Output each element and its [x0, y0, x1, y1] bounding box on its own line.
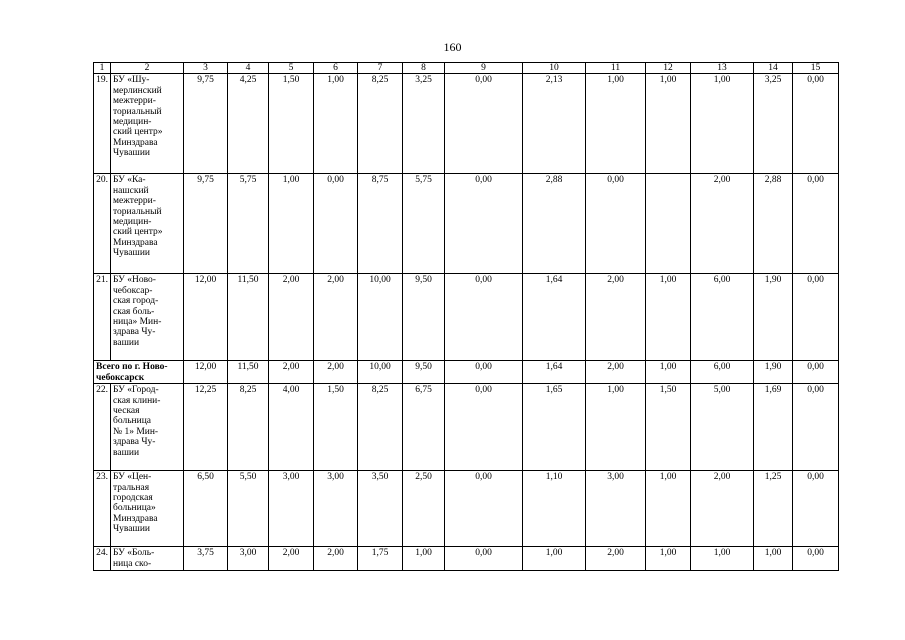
- institution-name-line: межтерри-: [113, 196, 156, 207]
- value-cell: 11,50: [228, 274, 269, 361]
- data-table: [93, 62, 839, 571]
- value-cell: 0,00: [314, 174, 358, 274]
- institution-name: [111, 74, 184, 174]
- institution-name: [111, 274, 184, 361]
- value-cell: 3,25: [754, 74, 793, 174]
- value-cell: 10,00: [358, 274, 403, 361]
- institution-name-line: ская боль-: [113, 306, 155, 317]
- column-header: 5: [269, 63, 314, 74]
- value-cell: 5,50: [228, 471, 269, 547]
- institution-name-line: БУ «Город-: [113, 385, 159, 396]
- institution-name-line: ториальный: [113, 206, 162, 217]
- column-header: 15: [793, 63, 839, 74]
- value-cell: 1,00: [269, 174, 314, 274]
- institution-name: [111, 384, 184, 471]
- table-total-row: [94, 361, 839, 384]
- institution-name-line: Чувашии: [113, 524, 150, 535]
- row-number: 19.: [94, 74, 111, 174]
- institution-name-line: ториальный: [113, 106, 162, 117]
- value-cell: 2,00: [691, 471, 754, 547]
- column-header: 8: [403, 63, 445, 74]
- value-cell: 3,00: [228, 547, 269, 571]
- value-cell: 0,00: [793, 74, 839, 174]
- value-cell: 9,75: [184, 174, 228, 274]
- institution-name-line: ский центр»: [113, 227, 163, 238]
- institution-name-line: ский центр»: [113, 127, 163, 138]
- value-cell: 0,00: [445, 471, 523, 547]
- value-cell: 0,00: [793, 547, 839, 571]
- institution-name-line: тральная: [113, 482, 150, 493]
- institution-name-line: № 1» Мин-: [113, 426, 159, 437]
- institution-name-line: городская: [113, 493, 153, 504]
- page-number: 160: [443, 40, 462, 54]
- table-row: [94, 74, 839, 174]
- value-cell: 1,00: [314, 74, 358, 174]
- institution-name: [111, 471, 184, 547]
- table-body: [94, 63, 839, 571]
- value-cell: 1,25: [754, 471, 793, 547]
- value-cell: 1,90: [754, 361, 793, 384]
- institution-name-line: больница: [113, 416, 151, 427]
- institution-name-line: БУ «Ново-: [113, 275, 156, 286]
- value-cell: 3,00: [269, 471, 314, 547]
- value-cell: 3,00: [586, 471, 646, 547]
- institution-name-line: Чувашии: [113, 148, 150, 159]
- value-cell: 1,69: [754, 384, 793, 471]
- table-row: [94, 384, 839, 471]
- value-cell: 10,00: [358, 361, 403, 384]
- institution-name-line: БУ «Ка-: [113, 175, 146, 186]
- value-cell: 12,00: [184, 274, 228, 361]
- column-header: 1: [94, 63, 111, 74]
- value-cell: 1,65: [523, 384, 586, 471]
- row-number: 21.: [94, 274, 111, 361]
- table-row: [94, 174, 839, 274]
- value-cell: 1,00: [646, 74, 691, 174]
- column-header: 3: [184, 63, 228, 74]
- value-cell: 2,00: [314, 274, 358, 361]
- institution-name-line: чебоксар-: [113, 285, 153, 296]
- value-cell: 1,50: [314, 384, 358, 471]
- value-cell: 1,00: [523, 547, 586, 571]
- value-cell: 5,75: [403, 174, 445, 274]
- institution-name-line: вашии: [113, 337, 140, 348]
- value-cell: 2,00: [586, 274, 646, 361]
- institution-name: [111, 547, 184, 571]
- value-cell: 2,00: [269, 274, 314, 361]
- value-cell: 2,00: [691, 174, 754, 274]
- value-cell: 3,00: [314, 471, 358, 547]
- column-header: 13: [691, 63, 754, 74]
- column-header: 4: [228, 63, 269, 74]
- value-cell: 0,00: [586, 174, 646, 274]
- value-cell: 1,64: [523, 274, 586, 361]
- value-cell: 8,75: [358, 174, 403, 274]
- value-cell: 1,00: [586, 384, 646, 471]
- value-cell: 0,00: [793, 384, 839, 471]
- institution-name-line: ческая: [113, 406, 140, 417]
- value-cell: 1,00: [646, 274, 691, 361]
- value-cell: 1,50: [646, 384, 691, 471]
- table-header-row: [94, 63, 839, 74]
- institution-name-line: вашии: [113, 447, 140, 458]
- institution-name-line: мерлинский: [113, 85, 162, 96]
- value-cell: 1,00: [646, 547, 691, 571]
- value-cell: 2,00: [269, 547, 314, 571]
- value-cell: 8,25: [358, 74, 403, 174]
- institution-name-line: здрава Чу-: [113, 437, 156, 448]
- value-cell: 2,88: [754, 174, 793, 274]
- value-cell: 3,50: [358, 471, 403, 547]
- row-number: 23.: [94, 471, 111, 547]
- value-cell: 1,00: [646, 471, 691, 547]
- value-cell: 2,88: [523, 174, 586, 274]
- value-cell: 0,00: [793, 471, 839, 547]
- value-cell: [646, 174, 691, 274]
- row-number: 22.: [94, 384, 111, 471]
- institution-name-line: ская клини-: [113, 395, 161, 406]
- value-cell: 2,00: [269, 361, 314, 384]
- value-cell: 1,00: [754, 547, 793, 571]
- column-header: 14: [754, 63, 793, 74]
- table-row: [94, 471, 839, 547]
- column-header: 7: [358, 63, 403, 74]
- value-cell: 2,00: [314, 547, 358, 571]
- column-header: 6: [314, 63, 358, 74]
- value-cell: 9,50: [403, 361, 445, 384]
- value-cell: 0,00: [445, 174, 523, 274]
- value-cell: 1,10: [523, 471, 586, 547]
- institution-name-line: ская город-: [113, 296, 159, 307]
- value-cell: 11,50: [228, 361, 269, 384]
- institution-name-line: ница ско-: [113, 558, 152, 569]
- value-cell: 1,64: [523, 361, 586, 384]
- value-cell: 1,50: [269, 74, 314, 174]
- institution-name-line: Чувашии: [113, 248, 150, 259]
- value-cell: 1,00: [691, 74, 754, 174]
- institution-name-line: Минздрава: [113, 237, 158, 248]
- value-cell: 3,75: [184, 547, 228, 571]
- row-number: 24.: [94, 547, 111, 571]
- column-header: 11: [586, 63, 646, 74]
- value-cell: 0,00: [793, 274, 839, 361]
- value-cell: 4,25: [228, 74, 269, 174]
- institution-name-line: нашский: [113, 185, 149, 196]
- value-cell: 1,00: [403, 547, 445, 571]
- value-cell: 0,00: [445, 361, 523, 384]
- institution-name-line: межтерри-: [113, 96, 156, 107]
- institution-name-line: Минздрава: [113, 137, 158, 148]
- value-cell: 1,00: [646, 361, 691, 384]
- value-cell: 9,50: [403, 274, 445, 361]
- value-cell: 1,00: [691, 547, 754, 571]
- column-header: 9: [445, 63, 523, 74]
- value-cell: 2,00: [586, 547, 646, 571]
- institution-name-line: Минздрава: [113, 513, 158, 524]
- column-header: 10: [523, 63, 586, 74]
- institution-name-line: больница»: [113, 503, 156, 514]
- value-cell: 8,25: [228, 384, 269, 471]
- value-cell: 1,75: [358, 547, 403, 571]
- total-label-line: чебоксарск: [96, 372, 145, 383]
- value-cell: 6,00: [691, 274, 754, 361]
- value-cell: 0,00: [793, 361, 839, 384]
- total-label: [94, 361, 184, 384]
- value-cell: 1,00: [586, 74, 646, 174]
- value-cell: 0,00: [445, 274, 523, 361]
- value-cell: 8,25: [358, 384, 403, 471]
- institution-name-line: медицин-: [113, 217, 152, 228]
- value-cell: 0,00: [445, 384, 523, 471]
- institution-name-line: БУ «Боль-: [113, 548, 155, 559]
- value-cell: 12,00: [184, 361, 228, 384]
- value-cell: 6,75: [403, 384, 445, 471]
- value-cell: 5,00: [691, 384, 754, 471]
- value-cell: 0,00: [445, 74, 523, 174]
- column-header: 12: [646, 63, 691, 74]
- row-number: 20.: [94, 174, 111, 274]
- value-cell: 2,00: [586, 361, 646, 384]
- value-cell: 2,00: [314, 361, 358, 384]
- value-cell: 1,90: [754, 274, 793, 361]
- value-cell: 0,00: [445, 547, 523, 571]
- total-label-line: Всего по г. Ново-: [96, 362, 168, 373]
- value-cell: 4,00: [269, 384, 314, 471]
- institution-name-line: БУ «Шу-: [113, 75, 150, 86]
- value-cell: 5,75: [228, 174, 269, 274]
- value-cell: 9,75: [184, 74, 228, 174]
- value-cell: 12,25: [184, 384, 228, 471]
- table-row: [94, 547, 839, 571]
- institution-name-line: ница» Мин-: [113, 317, 162, 328]
- institution-name-line: БУ «Цен-: [113, 472, 152, 483]
- value-cell: 3,25: [403, 74, 445, 174]
- table-row: [94, 274, 839, 361]
- institution-name: [111, 174, 184, 274]
- value-cell: 6,00: [691, 361, 754, 384]
- value-cell: 0,00: [793, 174, 839, 274]
- value-cell: 2,50: [403, 471, 445, 547]
- column-header: 2: [111, 63, 184, 74]
- institution-name-line: здрава Чу-: [113, 327, 156, 338]
- value-cell: 2,13: [523, 74, 586, 174]
- institution-name-line: медицин-: [113, 117, 152, 128]
- value-cell: 6,50: [184, 471, 228, 547]
